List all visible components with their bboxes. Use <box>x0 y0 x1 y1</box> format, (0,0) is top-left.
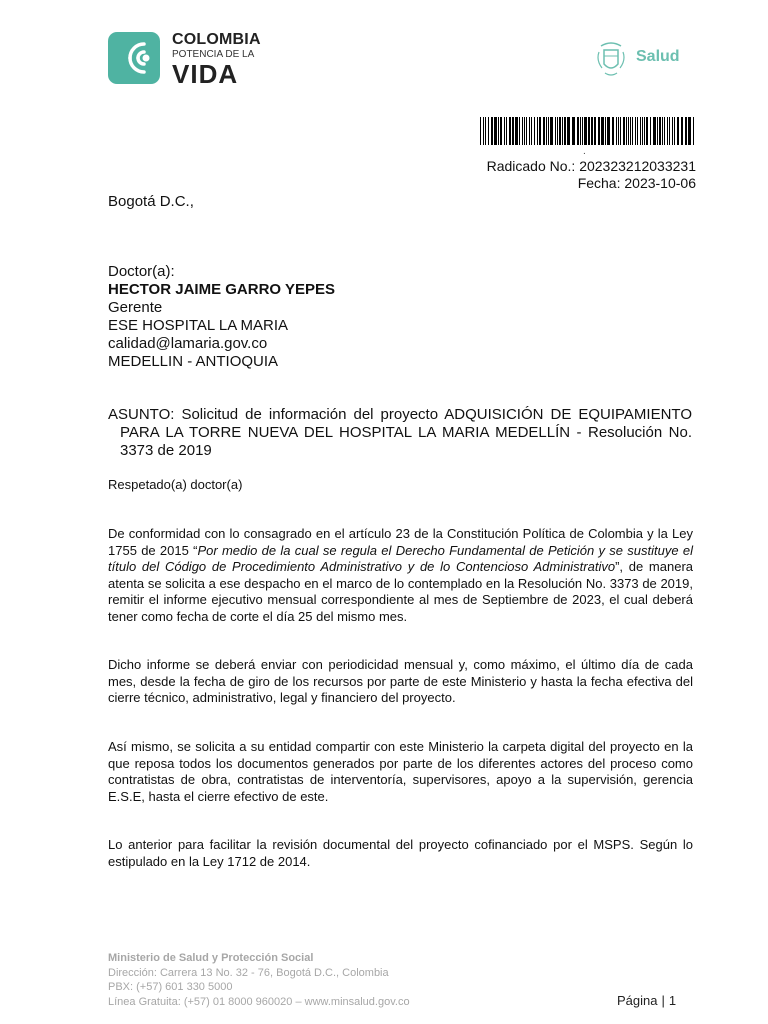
footer-ministry: Ministerio de Salud y Protección Social <box>108 952 314 964</box>
page-separator: | <box>661 993 665 1008</box>
radicado-number: Radicado No.: 202323212033231 <box>486 158 696 174</box>
asunto-line-1: ASUNTO: Solicitud de información del proyecto ADQUISICIÓN DE EQUIPAMIENTO <box>108 406 692 423</box>
recipient-name: HECTOR JAIME GARRO YEPES <box>108 281 335 298</box>
salud-logo <box>596 40 696 80</box>
footer-address: Dirección: Carrera 13 No. 32 - 76, Bogotá D.C., Colombia <box>108 966 389 979</box>
footer-block <box>108 951 410 1009</box>
page-number-value: 1 <box>668 993 677 1008</box>
paragraph-3: Así mismo, se solicita a su entidad compartir con este Ministerio la carpeta digital del proyecto en la que reposa todos los documentos generados por parte de los diferentes actores del proceso como contratistas de obra, contratistas de interventoría, supervisores, apoyo a la supervisión, gerencia E.S.E, hasta el cierre efectivo de este. <box>108 739 693 804</box>
salud-label: Salud <box>636 48 680 65</box>
asunto-line-2: PARA LA TORRE NUEVA DEL HOSPITAL LA MARIA MEDELLÍN - Resolución No. <box>120 424 692 441</box>
footer-hotline: Línea Gratuita: (+57) 01 8000 960020 – www.minsalud.gov.co <box>108 995 410 1008</box>
logo-mark-icon <box>108 32 160 84</box>
paragraph-2: Dicho informe se deberá enviar con periodicidad mensual y, como máximo, el último día de cada mes, desde la fecha de giro de los recursos por parte de este Ministerio y hasta la fecha efectiva del cierre técnico, administrativo, legal y financiero del proyecto. <box>108 657 693 705</box>
paragraph-4: Lo anterior para facilitar la revisión documental del proyecto cofinanciado por el MSPS. Según lo estipulado en la Ley 1712 de 2014. <box>108 837 693 869</box>
asunto-line-3: 3373 de 2019 <box>120 442 212 459</box>
page-label: Página <box>617 993 658 1008</box>
asunto-block <box>108 406 692 460</box>
logo-text-colombia: COLOMBIA <box>172 31 261 48</box>
recipient-block <box>108 263 335 371</box>
paragraph-1-body: ”, de manera atenta se solicita a ese despacho en el marco de lo contemplado en la Resolución No. 3373 de 2019, remitir el informe ejecutivo mensual correspondiente al mes de Septiembre de 2023, el cual deberá tener como fecha de corte el día 25 del mismo mes. <box>108 559 694 624</box>
paragraph-1-intro: De conformidad con lo consagrado en el artículo 23 de la Constitución Política de Colombia y la Ley 1755 de 2015 “ <box>108 526 693 558</box>
coat-of-arms-icon <box>596 40 626 78</box>
colombia-potencia-logo <box>108 31 261 89</box>
recipient-email: calidad@lamaria.gov.co <box>108 335 268 352</box>
paragraph-1 <box>108 526 693 625</box>
recipient-location: MEDELLIN - ANTIOQUIA <box>108 353 279 370</box>
logo-text-vida: VIDA <box>172 59 239 89</box>
radicado-block <box>487 158 696 192</box>
recipient-position: Gerente <box>108 299 163 316</box>
radicado-date: Fecha: 2023-10-06 <box>577 175 696 191</box>
logo-text-potencia: POTENCIA DE LA <box>172 49 255 60</box>
paragraph-1-law-title: Por medio de la cual se regula el Derecho Fundamental de Petición y se sustituye el título del Código de Procedimiento Administrativo y de lo Contencioso Administrativo <box>108 542 693 574</box>
footer-pbx: PBX: (+57) 601 330 5000 <box>108 981 233 993</box>
recipient-entity: ESE HOSPITAL LA MARIA <box>108 317 289 334</box>
barcode-dot: . <box>583 146 586 157</box>
page-number <box>617 993 676 1008</box>
barcode-icon <box>480 117 694 145</box>
city-line: Bogotá D.C., <box>108 193 194 210</box>
recipient-title: Doctor(a): <box>108 263 175 280</box>
salutation: Respetado(a) doctor(a) <box>108 477 243 492</box>
